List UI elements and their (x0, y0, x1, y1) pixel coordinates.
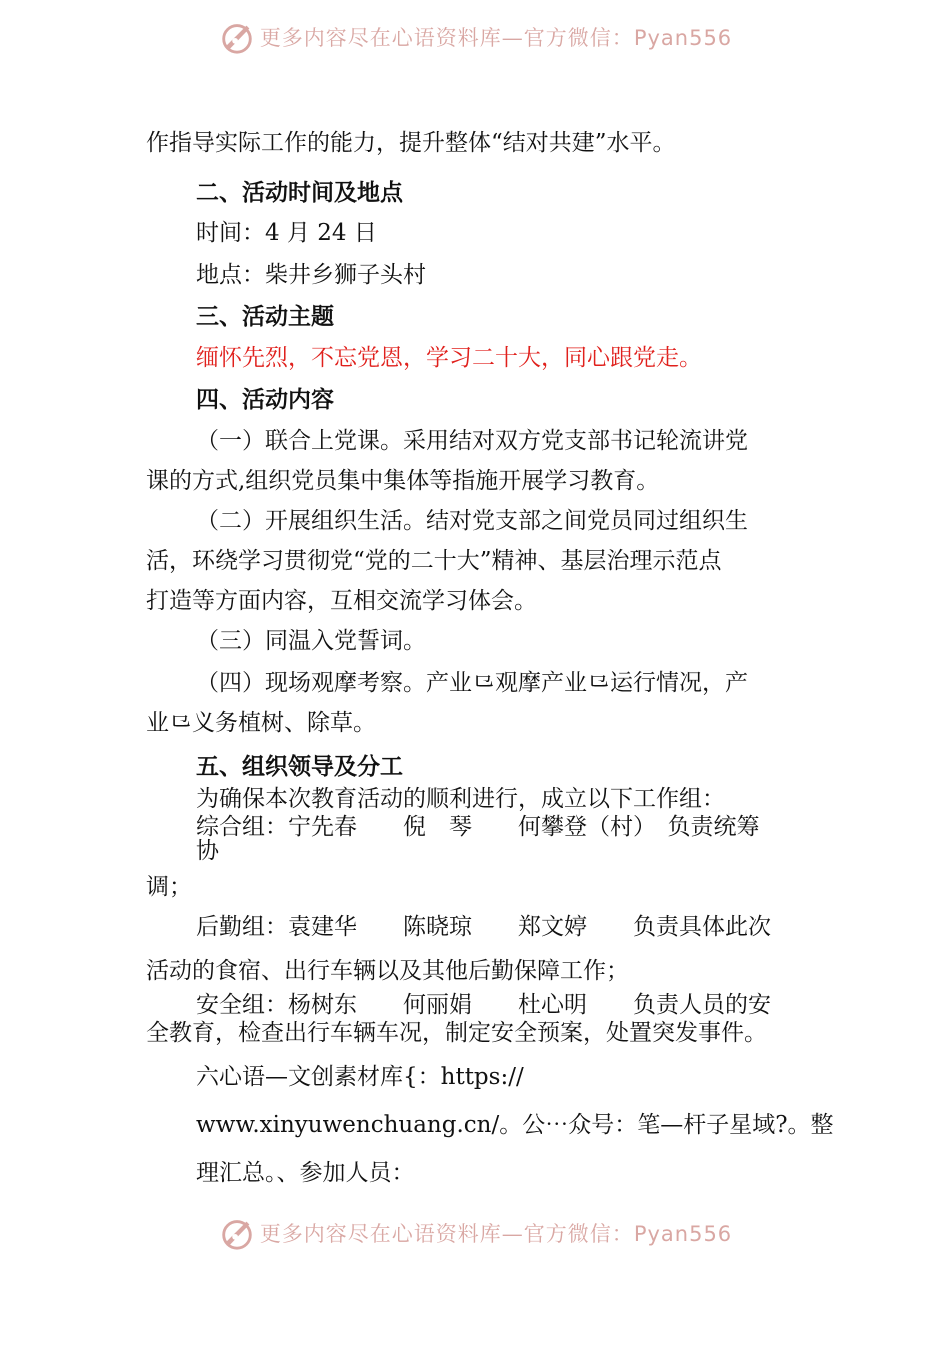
footer-watermark (0, 1208, 950, 1258)
theme-slogan: 缅怀先烈，不忘党恩，学习二十大，同心跟党走。 (196, 345, 702, 371)
logo-icon (218, 18, 256, 56)
watermark-text: 更多内容尽在心语资料库—官方微信：Pyan556 (259, 1222, 733, 1246)
logo-icon (218, 1214, 256, 1252)
paragraph-line: 全教育，检查出行车辆车况，制定安全预案，处置突发事件。 (146, 1020, 767, 1046)
paragraph-line: 活，环绕学习贯彻党“党的二十大”精神、基层治理示范点 (146, 548, 722, 574)
paragraph-line: www.xinyuwenchuang.cn/。公⋯众号：笔—杆子星域?。整 (196, 1112, 834, 1138)
section-heading-organization: 五、组织领导及分工 (196, 754, 403, 780)
participants-heading: 理汇总。、参加人员： (196, 1160, 415, 1186)
paragraph-line: 活动的食宿、出行车辆以及其他后勤保障工作； (146, 958, 629, 984)
paragraph-line: 调； (146, 874, 192, 900)
paragraph-line: （三）同温入党誓词。 (196, 628, 426, 654)
paragraph-line: （四）现场观摩考察。产业⺋观摩产业⺋运行情况，产 (196, 670, 748, 696)
paragraph-line: （二）开展组织生活。结对党支部之间党员同过组织生 (196, 508, 748, 534)
paragraph-line: 作指导实际工作的能力，提升整体“结对共建”水平。 (146, 130, 676, 156)
paragraph-line: 为确保本次教育活动的顺利进行，成立以下工作组： (196, 786, 725, 812)
watermark-text: 更多内容尽在心语资料库—官方微信：Pyan556 (259, 26, 733, 50)
paragraph-line: 六心语—文创素材库{：https:// (196, 1064, 524, 1090)
paragraph-line: 业⺋义务植树、除草。 (146, 710, 376, 736)
group-logistics: 后勤组：袁建华 陈晓琼 郑文婷 负责具体此次 (196, 914, 771, 940)
place-line: 地点：柴井乡狮子头村 (196, 262, 426, 288)
paragraph-line: 协 (196, 838, 219, 864)
header-watermark (0, 12, 950, 62)
group-comprehensive: 综合组：宁先春 倪 琴 何攀登（村） 负责统筹 (196, 814, 760, 840)
paragraph-line: （一）联合上党课。采用结对双方党支部书记轮流讲党 (196, 428, 748, 454)
group-safety: 安全组：杨树东 何丽娟 杜心明 负责人员的安 (196, 992, 771, 1018)
section-heading-content: 四、活动内容 (196, 387, 334, 413)
section-heading-theme: 三、活动主题 (196, 304, 334, 330)
paragraph-line: 打造等方面内容，互相交流学习体会。 (146, 588, 537, 614)
time-line: 时间：4 月 24 日 (196, 220, 377, 246)
section-heading-time-place: 二、活动时间及地点 (196, 180, 403, 206)
paragraph-line: 课的方式,组织党员集中集体等指施开展学习教育。 (146, 468, 660, 494)
